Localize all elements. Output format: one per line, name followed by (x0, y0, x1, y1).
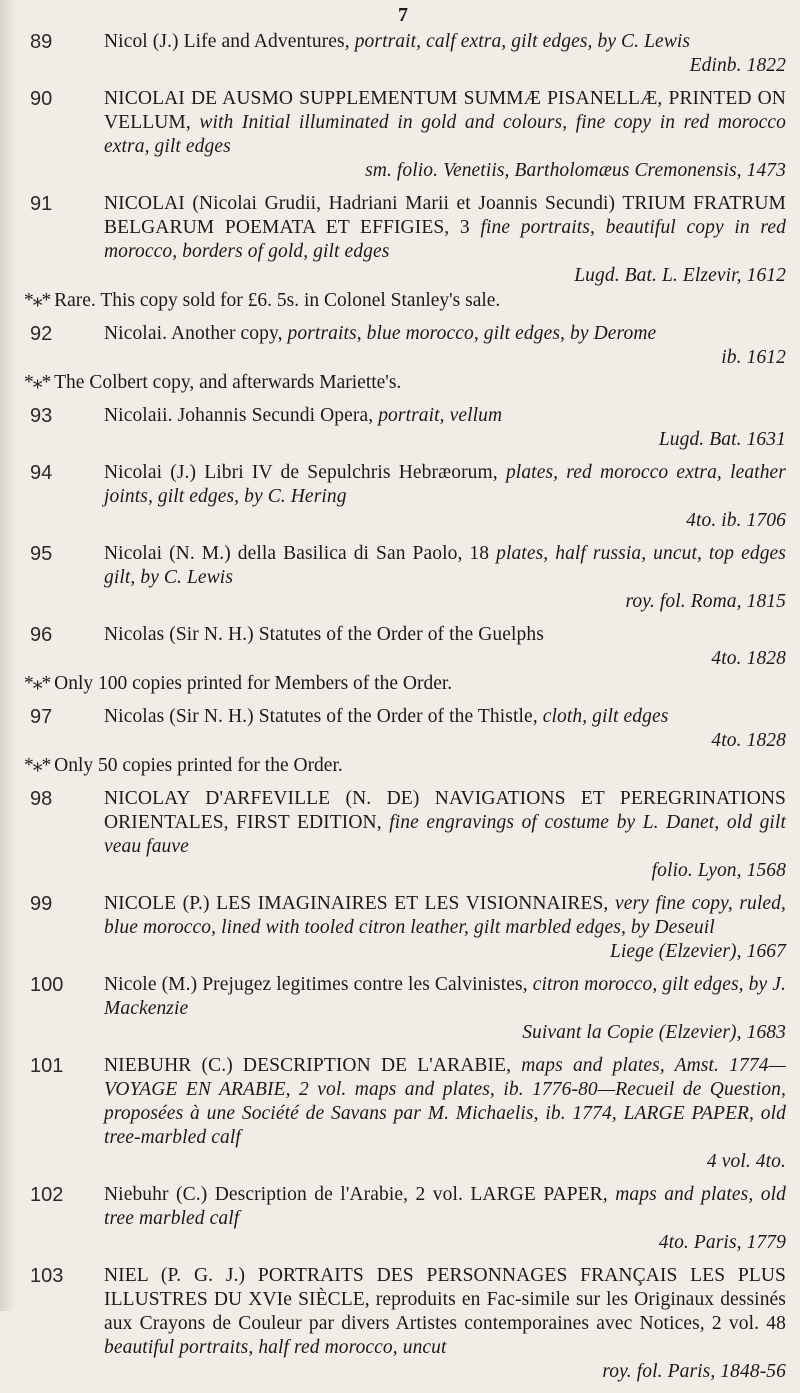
lot-number: 96 (30, 624, 53, 646)
lot-number: 93 (30, 405, 53, 427)
catalog-entry (0, 322, 800, 395)
entry-heading: NICOLAI DE AUSMO SUPPLEMENTUM SUMMÆ PISANELLÆ, PRINTED ON VELLUM, (104, 88, 786, 133)
entry-description: portrait, calf extra, gilt edges, by C. Lewis (354, 31, 691, 52)
entry-note (24, 671, 800, 696)
entry-imprint: ib. 1612 (721, 347, 786, 368)
entry-description: fine portraits, beautiful copy in red morocco, borders of gold, gilt edges (104, 217, 786, 262)
asterism-icon: *⁎* (24, 372, 55, 393)
lot-number: 89 (30, 31, 53, 53)
catalog-entry (0, 404, 800, 452)
lot-number: 103 (30, 1265, 64, 1287)
entry-description: portraits, blue morocco, gilt edges, by Derome (287, 323, 657, 344)
entry-heading: NICOLAY D'ARFEVILLE (N. DE) NAVIGATIONS ET PEREGRINATIONS ORIENTALES, FIRST EDITION, (104, 788, 786, 833)
entry-imprint: Liege (Elzevier), 1667 (609, 941, 786, 962)
catalog-entry (0, 892, 800, 964)
note-text: Only 100 copies printed for Members of the Order. (54, 673, 453, 694)
note-text: The Colbert copy, and afterwards Mariette's. (54, 372, 402, 393)
entry-note (24, 370, 800, 395)
catalog-entry (0, 461, 800, 533)
entry-imprint: Lugd. Bat. 1631 (658, 429, 786, 450)
catalog-list (0, 30, 800, 1393)
entry-heading: Nicolai. Another copy, (104, 323, 283, 344)
catalog-entry (0, 1183, 800, 1255)
entry-description: maps and plates, Amst. 1774—VOYAGE EN ARABIE, 2 vol. maps and plates, ib. 1776-80—Recueil de Question, proposées à une Société de Savans par M. Michaelis, ib. 1774, LARGE PAPER, old tree-marbled calf (104, 1055, 786, 1148)
entry-note (24, 288, 800, 313)
entry-description: cloth, gilt edges (542, 706, 669, 727)
lot-number: 100 (30, 974, 64, 996)
entry-heading: NIEL (P. G. J.) PORTRAITS DES PERSONNAGES FRANÇAIS LES PLUS ILLUSTRES DU XVIe SIÈCLE, reproduits en Fac-simile sur les Originaux dessinés aux Crayons de Couleur par divers Artistes contemporaines avec Notices, 2 vol. 48 (104, 1265, 786, 1334)
lot-number: 94 (30, 462, 53, 484)
lot-number: 98 (30, 788, 53, 810)
entry-imprint: folio. Lyon, 1568 (651, 860, 786, 881)
lot-number: 101 (30, 1055, 64, 1077)
catalog-entry (0, 623, 800, 696)
entry-imprint: sm. folio. Venetiis, Bartholomæus Cremonensis, 1473 (365, 160, 786, 181)
entry-description: citron morocco, gilt edges, by J. Mackenzie (104, 974, 786, 1019)
lot-number: 92 (30, 323, 53, 345)
lot-number: 90 (30, 88, 53, 110)
asterism-icon: *⁎* (24, 673, 55, 694)
asterism-icon: *⁎* (24, 755, 55, 776)
entry-description: very fine copy, ruled, blue morocco, lined with tooled citron leather, gilt marbled edges, by Deseuil (104, 893, 787, 938)
entry-description: beautiful portraits, half red morocco, uncut (104, 1337, 447, 1358)
entry-description: plates, red morocco extra, leather joints, gilt edges, by C. Hering (104, 462, 786, 507)
asterism-icon: *⁎* (24, 290, 55, 311)
entry-heading: Niebuhr (C.) Description de l'Arabie, 2 vol. LARGE PAPER, (104, 1184, 608, 1205)
note-text: Rare. This copy sold for £6. 5s. in Colonel Stanley's sale. (54, 290, 501, 311)
entry-imprint: Lugd. Bat. L. Elzevir, 1612 (574, 265, 786, 286)
lot-number: 99 (30, 893, 53, 915)
entry-imprint: 4to. 1828 (711, 730, 786, 751)
entry-description: portrait, vellum (378, 405, 503, 426)
entry-imprint: 4to. Paris, 1779 (658, 1232, 786, 1253)
lot-number: 95 (30, 543, 53, 565)
page-number: 7 (398, 4, 408, 26)
catalog-entry (0, 973, 800, 1045)
entry-imprint: Suivant la Copie (Elzevier), 1683 (522, 1022, 786, 1043)
entry-description: fine engravings of costume by L. Danet, old gilt veau fauve (104, 812, 786, 857)
catalog-entry (0, 30, 800, 78)
entry-heading: Nicolai (N. M.) della Basilica di San Paolo, 18 (104, 543, 490, 564)
catalog-entry (0, 542, 800, 614)
entry-heading: Nicolas (Sir N. H.) Statutes of the Order of the Guelphs (104, 624, 544, 645)
entry-imprint: roy. fol. Paris, 1848-56 (602, 1361, 786, 1382)
entry-heading: Nicolai (J.) Libri IV de Sepulchris Hebræorum, (104, 462, 498, 483)
catalog-entry (0, 787, 800, 883)
entry-heading: Nicolaii. Johannis Secundi Opera, (104, 405, 374, 426)
entry-imprint: Edinb. 1822 (689, 55, 786, 76)
entry-heading: NICOLE (P.) LES IMAGINAIRES ET LES VISIONNAIRES, (104, 893, 609, 914)
entry-imprint: 4 vol. 4to. (706, 1151, 786, 1172)
catalog-entry (0, 87, 800, 183)
entry-note (24, 753, 800, 778)
lot-number: 91 (30, 193, 53, 215)
entry-imprint: 4to. 1828 (711, 648, 786, 669)
entry-heading: Nicol (J.) Life and Adventures, (104, 31, 350, 52)
entry-heading: NICOLAI (Nicolai Grudii, Hadriani Marii et Joannis Secundi) TRIUM FRATRUM BELGARUM POEMATA ET EFFIGIES, 3 (104, 193, 786, 238)
lot-number: 97 (30, 706, 53, 728)
entry-heading: Nicolas (Sir N. H.) Statutes of the Order of the Thistle, (104, 706, 538, 727)
entry-description: maps and plates, old tree marbled calf (104, 1184, 786, 1229)
catalog-entry (0, 192, 800, 313)
entry-description: with Initial illuminated in gold and colours, fine copy in red morocco extra, gilt edges (104, 112, 786, 157)
entry-heading: Nicole (M.) Prejugez legitimes contre les Calvinistes, (104, 974, 528, 995)
entry-description: plates, half russia, uncut, top edges gilt, by C. Lewis (104, 543, 786, 588)
catalog-entry (0, 1264, 800, 1384)
entry-heading: NIEBUHR (C.) DESCRIPTION DE L'ARABIE, (104, 1055, 512, 1076)
entry-imprint: 4to. ib. 1706 (686, 510, 786, 531)
catalog-entry (0, 705, 800, 778)
note-text: Only 50 copies printed for the Order. (54, 755, 343, 776)
entry-imprint: roy. fol. Roma, 1815 (625, 591, 786, 612)
lot-number: 102 (30, 1184, 64, 1206)
catalog-entry (0, 1054, 800, 1174)
